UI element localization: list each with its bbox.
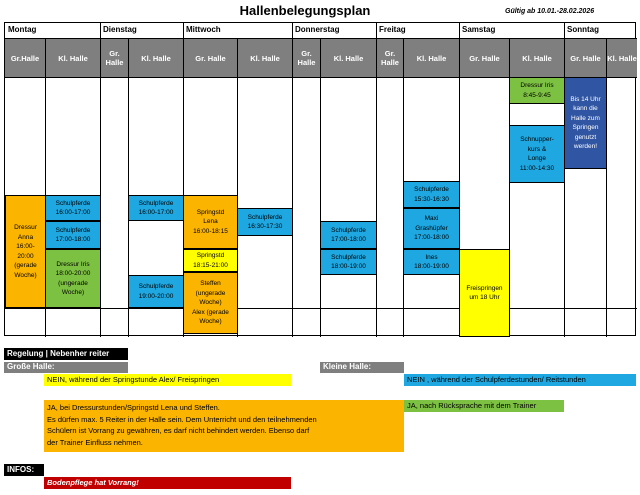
event-tue-schulpferde-1: Schulpferde 16:00-17:00 (128, 195, 184, 221)
day-saturday: Samstag (462, 25, 496, 34)
small-hall-yes-rule: JA, nach Rücksprache mit dem Trainer (404, 400, 564, 412)
hall-fri-kl: Kl. Halle (404, 39, 459, 77)
big-hall-yes-rule: JA, bei Dressurstunden/Springstd Lena und Steffen. Es dürfen max. 5 Reiter in der Halle sein. Dem Unterricht und den teilnehmenden Schülern ist Vorrang zu gewähren, es darf nicht behindert werden. Ebenso darf der Trainer Einfluss nehmen. (44, 400, 404, 452)
event-mon-dressur-anna: Dressur Anna 16:00- 20:00 (gerade Woche) (5, 195, 46, 308)
day-monday: Montag (8, 25, 37, 34)
hall-thu-kl: Kl. Halle (321, 39, 376, 77)
hall-wed-kl: Kl. Halle (238, 39, 292, 77)
hall-sat-kl: Kl. Halle (510, 39, 564, 77)
hall-sun-gr: Gr. Halle (565, 39, 606, 77)
event-wed-steffen-alex: Steffen (ungerade Woche) Alex (gerade Woche) (183, 272, 238, 334)
event-sun-springen: Bis 14 Uhr kann die Halle zum Springen genutzt werden! (564, 77, 607, 169)
event-thu-schulpferde-1: Schulpferde 17:00-18:00 (320, 221, 377, 249)
infos-heading: INFOS: (4, 464, 44, 476)
event-sat-schnupperkurs: Schnupper- kurs & Longe 11:00-14:30 (509, 125, 565, 183)
page-title: Hallenbelegungsplan (239, 3, 371, 18)
schedule-table (4, 22, 636, 336)
grid-line (292, 23, 293, 337)
grid-line (376, 23, 377, 337)
event-thu-schulpferde-2: Schulpferde 18:00-19:00 (320, 249, 377, 275)
event-sat-freispringen: Freispringen um 18 Uhr (459, 249, 510, 337)
hall-mon-gr: Gr.Halle (5, 39, 45, 77)
big-hall-no-rule: NEIN, während der Springstunde Alex/ Freispringen (44, 374, 291, 386)
hall-sat-gr: Gr. Halle (460, 39, 509, 77)
small-hall-label: Kleine Halle: (320, 362, 404, 373)
validity-date: Gültig ab 10.01.-28.02.2026 (505, 8, 595, 15)
hall-wed-gr: Gr. Halle (184, 39, 237, 77)
hall-fri-gr: Gr. Halle (377, 39, 403, 77)
hall-tue-gr: Gr. Halle (101, 39, 128, 77)
event-tue-schulpferde-2: Schulpferde 19:00-20:00 (128, 275, 184, 308)
day-sunday: Sonntag (567, 25, 599, 34)
hall-mon-kl: Kl. Halle (46, 39, 100, 77)
event-mon-schulpferde-2: Schulpferde 17:00-18:00 (45, 221, 101, 249)
hall-sun-kl: Kl. Halle (607, 39, 637, 77)
event-wed-springstd-lena: Springstd Lena 16:00-18:15 (183, 195, 238, 249)
day-friday: Freitag (379, 25, 406, 34)
hall-thu-gr: Gr. Halle (293, 39, 320, 77)
rules-heading: Regelung | Nebenher reiter (4, 348, 128, 360)
event-sat-dressur-iris: Dressur Iris 8:45-9:45 (509, 77, 565, 104)
infos-text: Bodenpflege hat Vorrang! (44, 477, 291, 489)
small-hall-no-rule: NEIN , während der Schulpferdestunden/ Reitstunden (404, 374, 636, 386)
event-fri-schulpferde: Schulpferde 15:30-16:30 (403, 181, 460, 208)
event-fri-ines: Ines 18:00-19:00 (403, 249, 460, 275)
event-mon-schulpferde-1: Schulpferde 16:00-17:00 (45, 195, 101, 221)
day-thursday: Donnerstag (295, 25, 340, 34)
event-fri-maxi: Maxi Grashüpfer 17:00-18:00 (403, 208, 460, 249)
hall-tue-kl: Kl. Halle (129, 39, 183, 77)
event-wed-springstd: Springstd 18:15-21:00 (183, 249, 238, 272)
day-wednesday: Mittwoch (186, 25, 221, 34)
event-mon-dressur-iris: Dressur Iris 18:00-20:00 (ungerade Woche) (45, 249, 101, 308)
grid-line (320, 39, 321, 337)
day-tuesday: Dienstag (103, 25, 137, 34)
event-wed-schulpferde: Schulpferde 16:30-17:30 (237, 208, 293, 236)
grid-line (5, 308, 637, 309)
big-hall-label: Große Halle: (4, 362, 128, 373)
